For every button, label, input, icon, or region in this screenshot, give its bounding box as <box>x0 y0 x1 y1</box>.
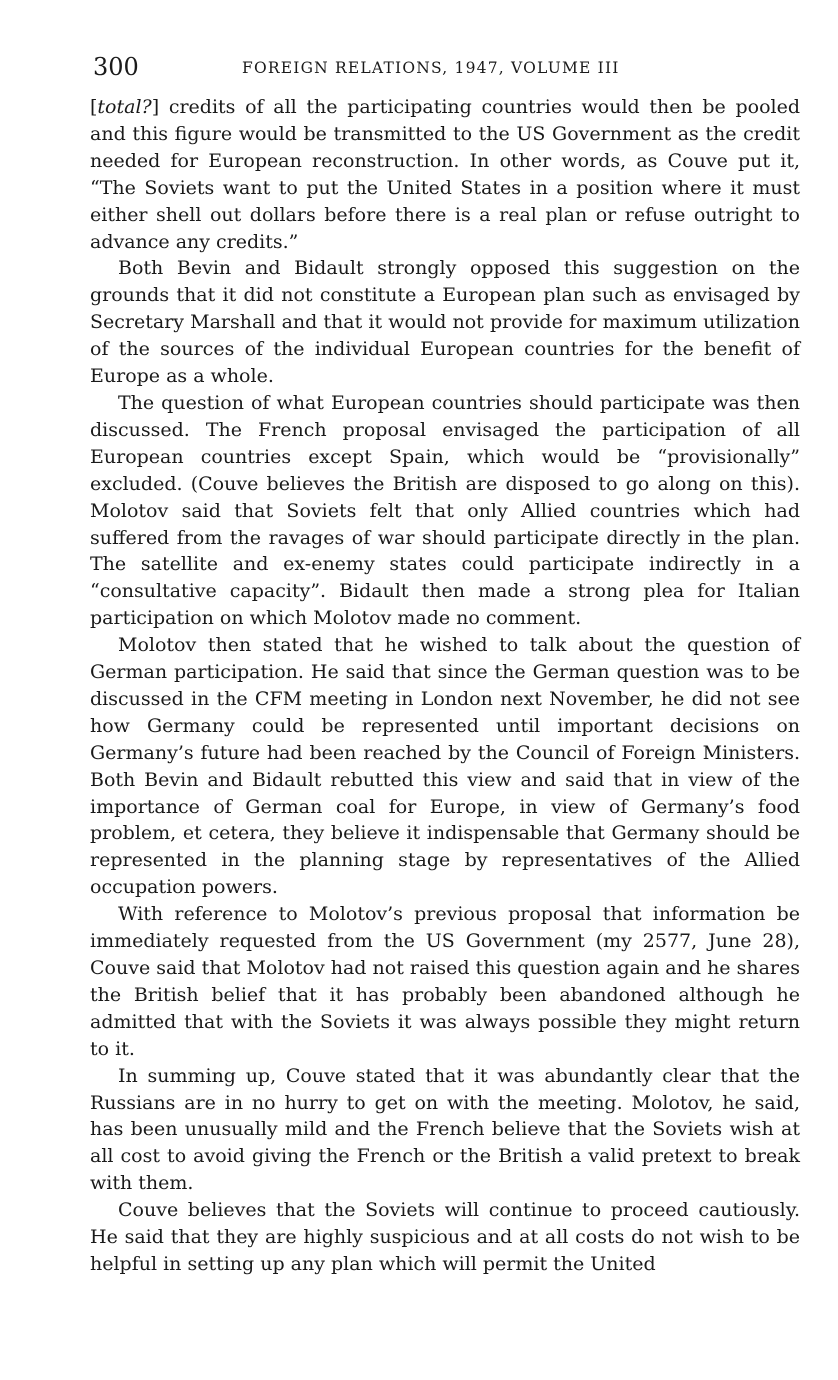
editorial-insertion: total? <box>97 96 152 118</box>
bracket-open: [ <box>90 96 98 118</box>
paragraph-6: In summing up, Couve stated that it was abundantly clear that the Russians are in no hurry to get on with the meeting. Molotov, he said, has been unusually mild and the French believe that the Soviets wish at all cost to avoid giving the French or the British a valid pretext to break with them. <box>90 1064 800 1195</box>
paragraph-1 <box>90 94 800 255</box>
paragraph-1-text: credits of all the participating countries would then be pooled and this figure would be transmitted to the US Government as the credit needed for European reconstruction. In other words, as Couve put it, “The Soviets want to put the United States in a position where it must either shell out dollars before there is a real plan or refuse outright to advance any credits.” <box>90 96 800 253</box>
running-head <box>90 52 800 84</box>
bracket-close: ] <box>151 96 160 118</box>
body-text <box>90 94 800 1278</box>
document-page <box>90 52 800 1278</box>
header-title: FOREIGN RELATIONS, 1947, VOLUME III <box>242 59 620 77</box>
paragraph-7: Couve believes that the Soviets will continue to proceed cautiously. He said that they are highly suspicious and at all costs do not wish to be helpful in setting up any plan which will permit the United <box>90 1199 800 1275</box>
paragraph-3: The question of what European countries should participate was then discussed. The French proposal envisaged the participation of all European countries except Spain, which would be “provisionally” excluded. (Couve believes the British are disposed to go along on this). Molotov said that Soviets felt that only Allied countries which had suffered from the ravages of war should participate directly in the plan. The satellite and ex-enemy states could participate indirectly in a “consultative capacity”. Bidault then made a strong plea for Italian participation on which Molotov made no comment. <box>90 391 800 630</box>
paragraph-2: Both Bevin and Bidault strongly opposed this suggestion on the grounds that it did not constitute a European plan such as envisaged by Secretary Marshall and that it would not provide for maximum utilization of the sources of the individual European countries for the benefit of Europe as a whole. <box>90 257 800 388</box>
paragraph-4: Molotov then stated that he wished to talk about the question of German participation. He said that since the German question was to be discussed in the CFM meeting in London next November, he did not see how Germany could be represented until important decisions on Germany’s future had been reached by the Council of Foreign Ministers. Both Bevin and Bidault rebutted this view and said that in view of the importance of German coal for Europe, in view of Germany’s food problem, et cetera, they believe it indispensable that Germany should be represented in the planning stage by representatives of the Allied occupation powers. <box>90 634 800 899</box>
paragraph-5: With reference to Molotov’s previous proposal that information be immediately requested from the US Government (my 2577, June 28), Couve said that Molotov had not raised this question again and he shares the British belief that it has probably been abandoned although he admitted that with the Soviets it was always possible they might return to it. <box>90 903 800 1060</box>
page-number: 300 <box>93 53 139 81</box>
